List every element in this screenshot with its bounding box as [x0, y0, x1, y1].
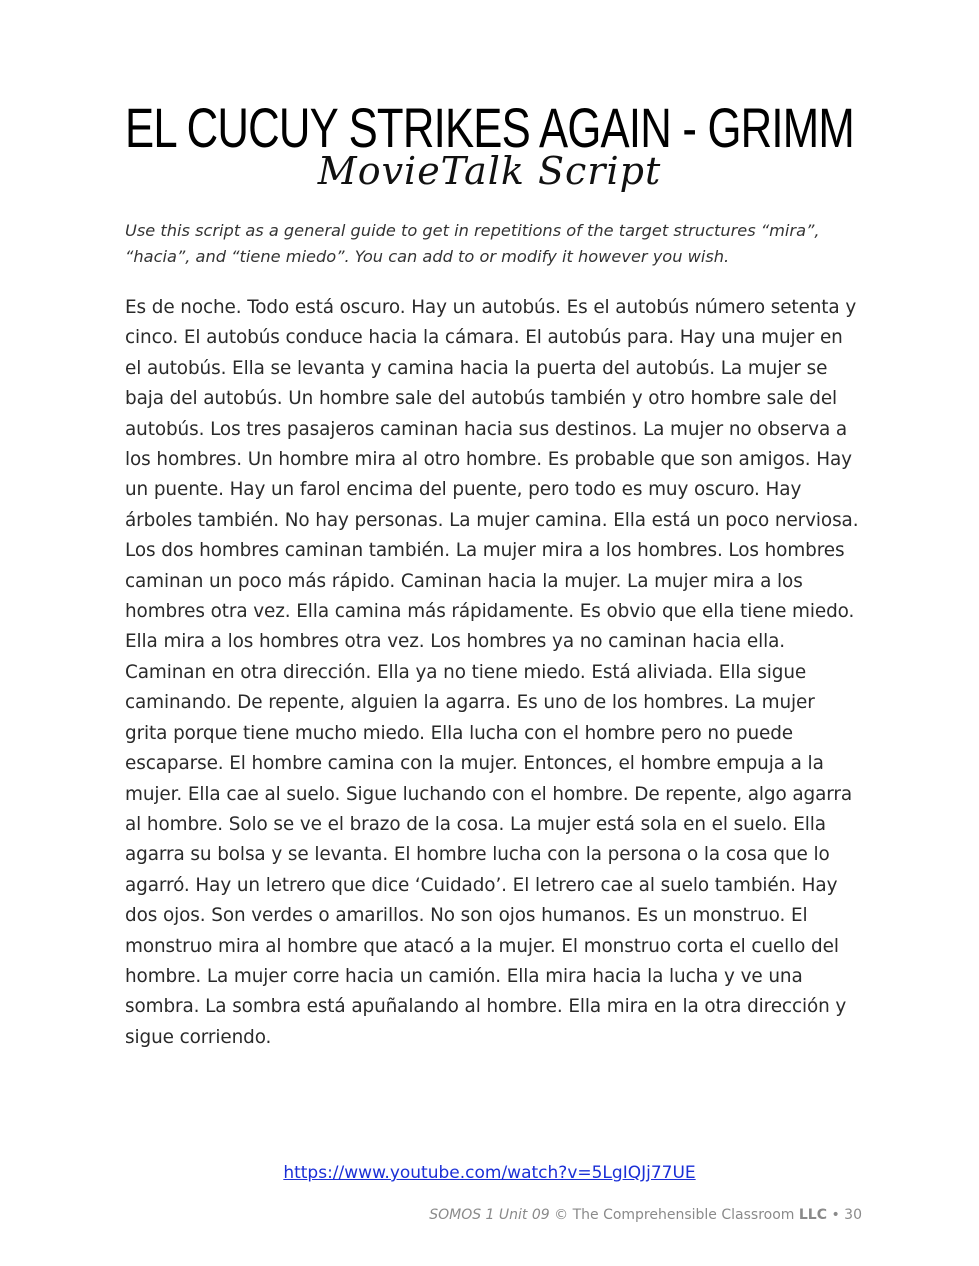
footer-unit: SOMOS 1 Unit 09 — [429, 1207, 550, 1223]
intro-paragraph: Use this script as a general guide to get in repetitions of the target structures “mira”, “hacia”, and “tiene miedo”. You can add to or modify it however you wish. — [125, 221, 820, 266]
video-link-container — [0, 1161, 979, 1185]
page-subtitle: MovieTalk Script — [317, 149, 662, 193]
video-link[interactable]: https://www.youtube.com/watch?v=5LgIQJj77UE — [283, 1163, 696, 1183]
page-footer — [429, 1205, 862, 1225]
footer-bullet: • — [831, 1207, 840, 1223]
footer-llc: LLC — [798, 1207, 827, 1223]
footer-page-number: 30 — [844, 1207, 862, 1223]
page-title: EL CUCUY STRIKES AGAIN - GRIMM — [124, 96, 854, 159]
footer-copyright: © The Comprehensible Classroom — [554, 1207, 795, 1223]
script-body: Es de noche. Todo está oscuro. Hay un autobús. Es el autobús número setenta y cinco. El autobús conduce hacia la cámara. El autobús para. Hay una mujer en el autobús. Ella se levanta y camina hacia la puerta del autobús. La mujer se baja del autobús. Un hombre sale del autobús también y otro hombre sale del autobús. Los tres pasajeros caminan hacia sus destinos. La mujer no observa a los hombres. Un hombre mira al otro hombre. Es probable que son amigos. Hay un puente. Hay un farol encima del puente, pero todo es muy oscuro. Hay árboles también. No hay personas. La mujer camina. Ella está un poco nerviosa. Los dos hombres caminan también. La mujer mira a los hombres. Los hombres caminan un poco más rápido. Caminan hacia la mujer. La mujer mira a los hombres otra vez. Ella camina más rápidamente. Es obvio que ella tiene miedo. Ella mira a los hombres otra vez. Los hombres ya no caminan hacia ella. Caminan en otra dirección. Ella ya no tiene miedo. Está aliviada. Ella sigue caminando. De repente, alguien la agarra. Es uno de los hombres. La mujer grita porque tiene mucho miedo. Ella lucha con el hombre pero no puede escaparse. El hombre camina con la mujer. Entonces, el hombre empuja a la mujer. Ella cae al suelo. Sigue luchando con el hombre. De repente, algo agarra al hombre. Solo se ve el brazo de la cosa. La mujer está sola en el suelo. Ella agarra su bolsa y se levanta. El hombre lucha con la persona o la cosa que lo agarró. Hay un letrero que dice ‘Cuidado’. El letrero cae al suelo también. Hay dos ojos. Son verdes o amarillos. No son ojos humanos. Es un monstruo. El monstruo mira al hombre que atacó a la mujer. El monstruo corta el cuello del hombre. La mujer corre hacia un camión. Ella mira hacia la lucha y ve una sombra. La sombra está apuñalando al hombre. Ella mira en la otra dirección y sigue corriendo. — [125, 297, 859, 1048]
